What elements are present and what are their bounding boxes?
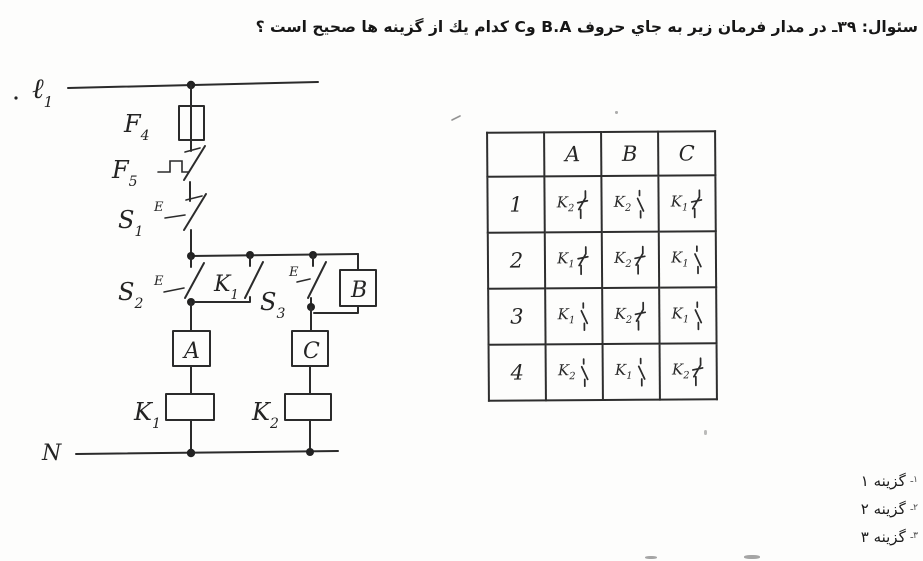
row-number: 3 bbox=[510, 304, 524, 329]
s2-label: $S_2$ bbox=[118, 278, 144, 312]
s2-actuator-label: E bbox=[154, 274, 164, 289]
options-list bbox=[718, 466, 918, 550]
relay-ref: $K_2$ bbox=[671, 359, 690, 381]
contact-symbol bbox=[575, 189, 589, 220]
load-box-a bbox=[173, 302, 210, 366]
option-2 bbox=[718, 494, 918, 522]
circuit-diagram bbox=[8, 48, 468, 468]
row-number: 4 bbox=[510, 360, 525, 385]
relay-ref: $K_2$ bbox=[614, 248, 632, 270]
cell-entry bbox=[557, 245, 590, 276]
cell-entry bbox=[671, 244, 704, 275]
relay-ref: $K_1$ bbox=[557, 248, 575, 270]
table-row-1 bbox=[487, 175, 715, 233]
option-1 bbox=[718, 466, 918, 494]
coil-k1 bbox=[133, 366, 214, 452]
table-row-3 bbox=[488, 287, 716, 345]
k1-contact-label: $K_1$ bbox=[214, 272, 239, 303]
relay-ref: $K_1$ bbox=[614, 360, 633, 382]
clipped-option-4-fragment bbox=[645, 556, 657, 559]
option-3 bbox=[718, 522, 918, 550]
scan-speck bbox=[704, 430, 707, 435]
contact-symbol bbox=[576, 245, 590, 276]
contact-symbol bbox=[689, 188, 703, 219]
cell-entry bbox=[615, 356, 648, 387]
load-box-b bbox=[314, 254, 376, 313]
contact-symbol bbox=[690, 300, 704, 331]
k1-coil-label: $K_1$ bbox=[134, 398, 161, 432]
contact-symbol bbox=[576, 301, 590, 332]
f4-label: $F_4$ bbox=[124, 110, 150, 144]
coil-k2 bbox=[251, 366, 331, 452]
n-rail bbox=[41, 441, 338, 466]
option-3-label: گزينه ۳ bbox=[860, 528, 906, 546]
relay-ref: $K_1$ bbox=[557, 304, 576, 326]
f5-label: $F_5$ bbox=[112, 156, 138, 190]
cell-entry bbox=[557, 189, 590, 220]
contact-symbol bbox=[633, 356, 647, 387]
stray-mark bbox=[452, 116, 460, 120]
contact-symbol bbox=[632, 188, 646, 219]
answer-table bbox=[486, 130, 718, 402]
contact-symbol bbox=[633, 300, 647, 331]
s1-label: $S_1$ bbox=[118, 206, 144, 240]
overload-contact-f5 bbox=[111, 146, 205, 201]
node-rail bbox=[187, 251, 358, 260]
cell-entry bbox=[558, 357, 591, 388]
contact-symbol bbox=[633, 244, 647, 275]
relay-ref: $K_1$ bbox=[671, 247, 689, 269]
cell-entry bbox=[614, 188, 647, 219]
contact-symbol bbox=[576, 357, 590, 388]
col-header-a: A bbox=[544, 132, 601, 176]
a-box-label: A bbox=[184, 339, 200, 364]
option-1-number: ۱ـ bbox=[910, 475, 918, 485]
scan-speck bbox=[615, 111, 618, 114]
corner-cell bbox=[487, 132, 544, 176]
cell-entry bbox=[672, 356, 705, 387]
k2-coil-label: $K_2$ bbox=[252, 398, 279, 432]
col-header-c: C bbox=[658, 131, 715, 175]
c-box-label: C bbox=[303, 339, 320, 364]
cell-entry bbox=[557, 301, 590, 332]
table-row-2 bbox=[488, 231, 716, 289]
question-text: سئوال: ۳۹ـ در مدار فرمان زير به جاي حروف B.A وC كدام يك از گزينه ها صحيح است ؟ bbox=[255, 18, 918, 36]
contact-symbol bbox=[690, 244, 704, 275]
relay-ref: $K_2$ bbox=[614, 304, 633, 326]
table-row-4 bbox=[489, 343, 717, 401]
contact-symbol bbox=[690, 356, 704, 387]
row-number: 1 bbox=[509, 192, 523, 217]
option-3-number: ۳ـ bbox=[910, 531, 918, 541]
cell-entry bbox=[671, 188, 704, 219]
b-box-label: B bbox=[351, 278, 368, 303]
clipped-option-4-fragment bbox=[744, 555, 760, 559]
cell-entry bbox=[671, 300, 704, 331]
s1-actuator-label: E bbox=[154, 200, 164, 215]
l1-label: ℓ$_1$ bbox=[32, 72, 54, 111]
cell-entry bbox=[614, 300, 647, 331]
s3-label: $S_3$ bbox=[260, 288, 286, 322]
col-header-b: B bbox=[601, 132, 658, 176]
relay-ref: $K_1$ bbox=[671, 303, 690, 325]
pushbutton-s1 bbox=[118, 194, 206, 255]
l1-rail bbox=[14, 72, 318, 111]
cell-entry bbox=[614, 244, 647, 275]
option-2-label: گزينه ۲ bbox=[860, 500, 906, 518]
load-box-c bbox=[292, 307, 328, 366]
option-1-label: گزينه ۱ bbox=[860, 472, 906, 490]
relay-ref: $K_2$ bbox=[556, 192, 575, 214]
relay-ref: $K_1$ bbox=[670, 191, 689, 213]
table-header-row bbox=[487, 131, 715, 177]
n-label: N bbox=[42, 441, 62, 466]
s3-actuator-label: E bbox=[289, 265, 299, 280]
relay-ref: $K_2$ bbox=[613, 192, 632, 214]
pushbutton-s3 bbox=[260, 255, 326, 322]
option-2-number: ۲ـ bbox=[910, 503, 918, 513]
relay-ref: $K_2$ bbox=[557, 360, 576, 382]
row-number: 2 bbox=[509, 248, 524, 273]
